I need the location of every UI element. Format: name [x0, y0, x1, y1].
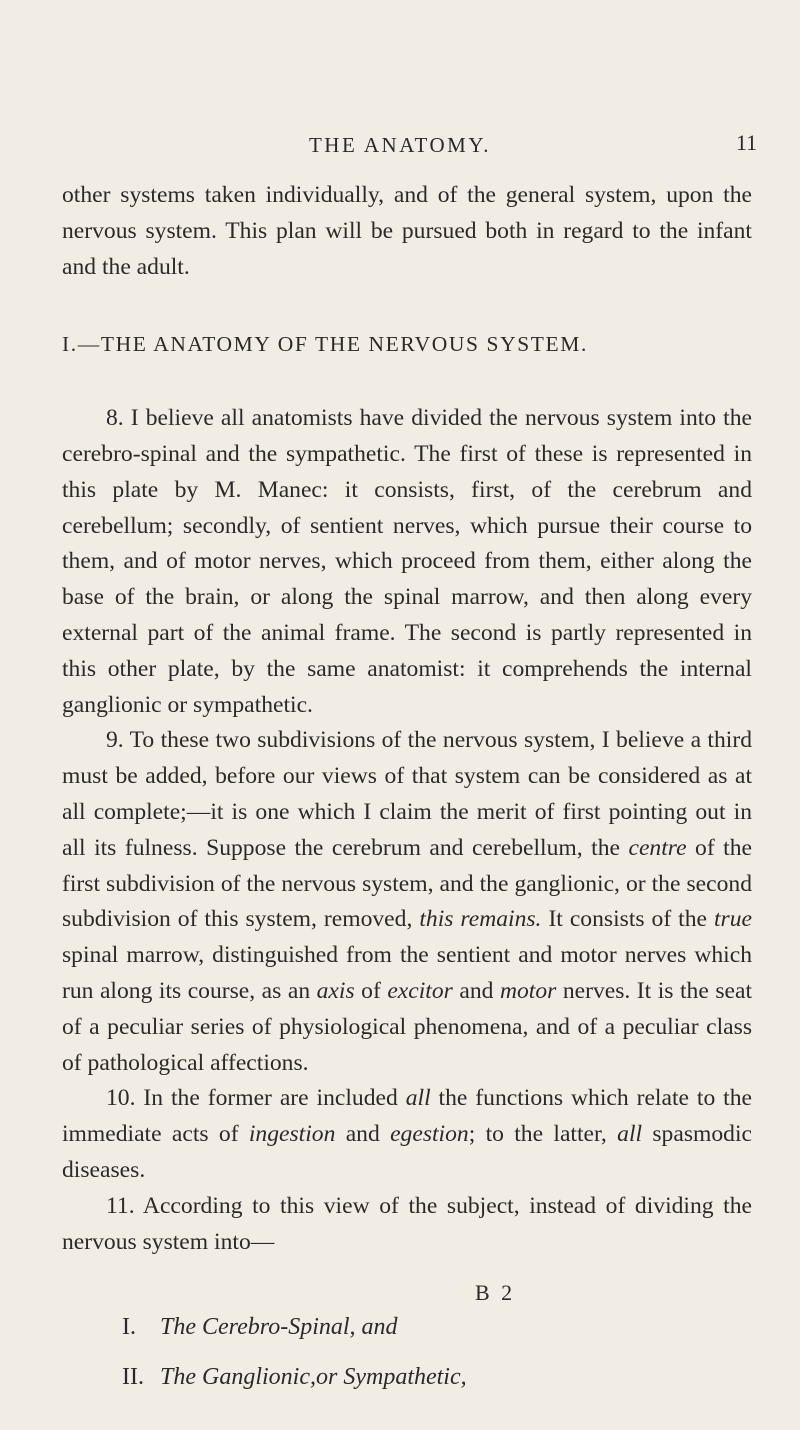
p10-text-a: 10. In the former are included [106, 1085, 406, 1112]
paragraph-9 [62, 723, 752, 1081]
p9-excitor: excitor [387, 977, 453, 1004]
p9-centre: centre [628, 834, 687, 861]
p9-this-remains: this remains. [419, 906, 542, 933]
paragraph-continued: other systems taken individually, and of the general system, upon the nervous system. This plan will be pursued both in regard to the infant and the adult. [62, 182, 752, 280]
running-head: THE ANATOMY. [308, 133, 492, 157]
p10-egestion: egestion [390, 1121, 469, 1148]
p9-axis: axis [316, 977, 355, 1004]
p9-text-d: spinal marrow, distinguished from the sentient and motor nerves which run along its course, as an [62, 942, 752, 1004]
section-heading: I.—THE ANATOMY OF THE NERVOUS SYSTEM. [62, 332, 588, 357]
signature-mark: B 2 [475, 1280, 516, 1305]
p9-text-f: and [452, 977, 500, 1004]
p10-text-e: spasmodic diseases. [62, 1121, 752, 1183]
p9-text-c: It consists of the [541, 906, 714, 933]
paragraph-8: 8. I believe all anatomists have divided the nervous system into the cerebro-spinal and the sympathetic. The first of these is represented in this plate by M. Manec: it consists, first, of the cerebrum and cerebellum; secondly, of sentient nerves, which pursue their course to them, and of motor nerves, which proceed from them, either along the base of the brain, or along the spinal marrow, and then along every external part of the animal frame. The second is partly represented in this other plate, by the same anatomist: it comprehends the internal ganglionic or sympathetic. [62, 405, 752, 718]
list-item-number: II. [122, 1364, 144, 1391]
p9-motor: motor [499, 977, 557, 1004]
p10-text-b: the functions which relate to the immediate acts of [62, 1085, 752, 1148]
list-item [62, 1352, 752, 1402]
list-item [62, 1302, 752, 1352]
paragraph-10 [62, 1081, 752, 1188]
p9-text-b: of the first subdivision of the nervous system, and the ganglionic, or the second subdivision of this system, removed, [62, 834, 753, 933]
page-number: 11 [736, 130, 758, 155]
body-text [62, 178, 752, 1402]
p10-text-d: ; to the latter, [468, 1121, 618, 1148]
p10-text-c: and [335, 1121, 391, 1148]
list-item-text: The Ganglionic,or Sympathetic, [160, 1364, 467, 1391]
p10-all-2: all [617, 1121, 643, 1148]
p9-text-a: 9. To these two subdivisions of the nervous system, I believe a third must be added, before our views of that system can be considered as at all complete;—it is one which I claim the merit of first pointing out in all its fulness. Suppose the cerebrum and cerebellum, the [62, 727, 752, 861]
p9-text-g: nerves. It is the seat of a peculiar series of physiological phenomena, and of a peculiar class of pathological affections. [62, 977, 752, 1076]
p10-all-1: all [405, 1085, 431, 1112]
p9-text-e: of [354, 977, 388, 1004]
list-item-text: The Cerebro-Spinal, and [160, 1314, 398, 1341]
p9-true: true [713, 906, 752, 933]
p10-ingestion: ingestion [248, 1121, 336, 1148]
paragraph-11: 11. According to this view of the subject, instead of dividing the nervous system into— [62, 1192, 752, 1255]
division-list [62, 1302, 752, 1402]
list-item-number: I. [122, 1314, 136, 1341]
